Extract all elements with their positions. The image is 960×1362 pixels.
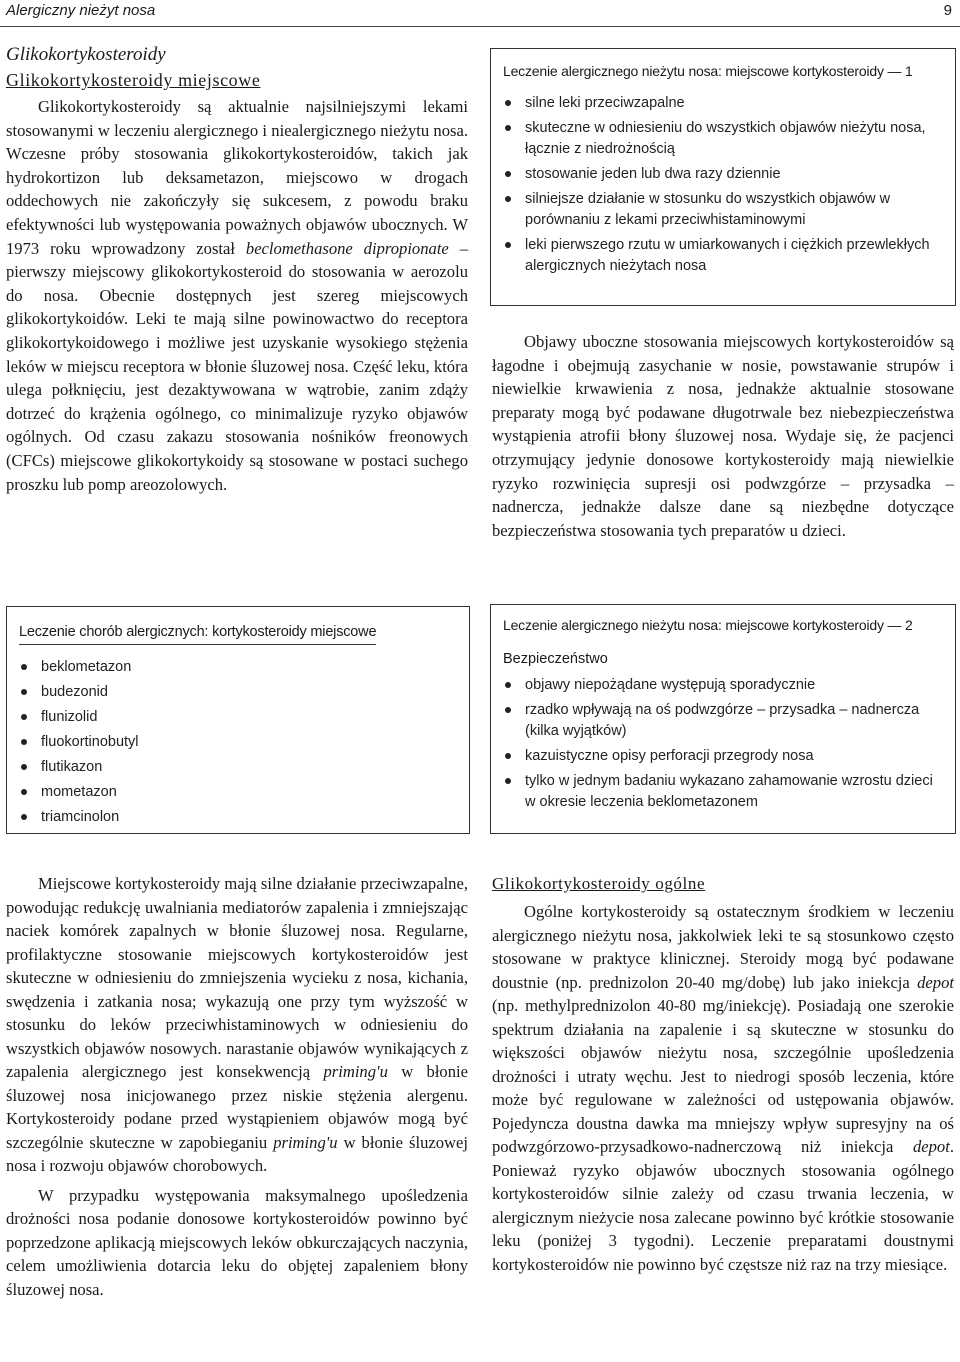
list-item: flutikazon (19, 757, 455, 778)
bullet-icon (505, 778, 511, 784)
box-subheading: Bezpieczeństwo (503, 651, 608, 667)
box-title: Leczenie alergicznego nieżytu nosa: miejscowe kortykosteroidy — 2 (503, 617, 913, 633)
section-heading: Glikokortykosteroidy (6, 44, 166, 65)
paragraph: W przypadku występowania maksymalnego upośledzenia drożności nosa podanie donosowe kortykosteroidów powinno być poprzedzone aplikacją miejscowych leków obkurczających naczynia, celem umożliwienia dotarcia leku do objętej zapaleniem błony śluzowej nosa. (6, 1185, 468, 1299)
bullet-icon (505, 753, 511, 759)
term-depot: depot (912, 1137, 950, 1156)
bullet-icon (21, 764, 27, 770)
summary-box-2 (6, 606, 470, 834)
box-title: Leczenie chorób alergicznych: kortykosteroidy miejscowe (19, 624, 376, 645)
list-item: silniejsze działanie w stosunku do wszystkich objawów w porównaniu z lekami przeciwhistaminowymi (503, 189, 941, 231)
bullet-icon (505, 707, 511, 713)
running-title: Alergiczny nieżyt nosa (6, 2, 156, 19)
right-bottom-column (492, 874, 954, 1276)
list-item: skuteczne w odniesieniu do wszystkich objawów nieżytu nosa, łącznie z niedrożnością (503, 118, 941, 160)
box-list (19, 657, 455, 828)
right-mid-column (492, 330, 954, 542)
term-depot: depot (917, 972, 954, 992)
bullet-icon (505, 125, 511, 131)
list-item: triamcinolon (19, 807, 455, 828)
bullet-icon (505, 171, 511, 177)
list-item: tylko w jednym badaniu wykazano zahamowanie wzrostu dzieci w okresie leczenia beklometazonem (503, 771, 941, 813)
term-priming: priming'u (273, 1132, 338, 1152)
list-item: leki pierwszego rzutu w umiarkowanych i ciężkich przewlekłych alergicznych nieżytach nosa (503, 235, 941, 277)
list-item: budezonid (19, 682, 455, 703)
box-title: Leczenie alergicznego nieżytu nosa: miejscowe kortykosteroidy — 1 (503, 63, 913, 79)
section-subheading: Glikokortykosteroidy miejscowe (6, 70, 261, 90)
paragraph: Objawy uboczne stosowania miejscowych kortykosteroidów są łagodne i obejmują zasychanie w nosie, powstawanie strupów i niewielkie krwawienia z nosa, jednakże aktualnie stosowane preparaty mogą być podawane długotrwale bez niebezpieczeństwa wystąpienia atrofii błony śluzowej nosa. Wydaje się, że pacjenci otrzymujący jedynie donosowe kortykosteroidy mają niewielkie ryzyko rozwinięcia supresji osi podwzgórze – przysadka – nadnercza, jednakże dalsze dane są niezbędne dotyczące bezpieczeństwa stosowania tych preparatów u dzieci. (492, 332, 954, 540)
bullet-icon (505, 196, 511, 202)
term-priming: priming'u (323, 1062, 388, 1081)
bullet-icon (505, 682, 511, 688)
list-item: flunizolid (19, 707, 455, 728)
list-item: mometazon (19, 782, 455, 803)
bullet-icon (21, 689, 27, 695)
bullet-icon (21, 789, 27, 795)
list-item: objawy niepożądane występują sporadycznie (503, 675, 941, 696)
box-list (503, 675, 941, 813)
bullet-icon (505, 242, 511, 248)
left-top-column (6, 44, 468, 496)
summary-box-3 (490, 604, 956, 834)
paragraph: Glikokortykosteroidy są aktualnie najsilniejszymi lekami stosowanymi w leczeniu alergicznego i niealergicznego nieżytu nosa. Wczesne próby stosowania glikokortykosteroidów, takich jak hydrokortizon lub deksametazon, miejscowo w drogach oddechowych nie zakończyły się sukcesem, z powodu braku efektywności lub występowania poważnych objawów ubocznych. W 1973 roku wprowadzony został beclomethasone dipropionate – pierwszy miejscowy glikokortykosteroid do stosowania w aerozolu do nosa. Obecnie dostępnych jest szereg miejscowych glikokortykoidów. Leki te mają silne powinowactwo do receptora glikokortykoidowego i możliwe jest uzyskanie wysokiego stężenia leków w miejscu receptora w błonie śluzowej nosa. Część leku, która ulega połknięciu, jest dezaktywowana w wątrobie, zanim zdąży dotrzeć do krążenia ogólnego, co minimalizuje ryzyko objawów ogólnych. Od czasu zakazu stosowania nośników freonowych (CFCs) miejscowe glikokortykoidy są stosowane w postaci suchego proszku lub pomp areozolowych. (6, 97, 468, 494)
bullet-icon (21, 714, 27, 720)
paragraph: Miejscowe kortykosteroidy mają silne działanie przeciwzapalne, powodując redukcję uwalniania mediatorów zapalenia i zmniejszając naciek komórek zapalnych w błonie śluzowej nosa. Regularne, profilaktyczne stosowanie miejscowych kortykosteroidów jest skuteczne w odniesieniu do zmniejszenia wycieku z nosa, kichania, swędzenia i zatkania nosa; wykazują one przy tym wyższość w stosunku do leków przeciwhistaminowych w odniesieniu do wszystkich objawów nosowych. narastanie objawów wynikających z zapalenia alergicznego jest konsekwencją priming'u w błonie śluzowej nosa inicjowanego przez niskie stężenia alergenu. Kortykosteroidy podane przed wystąpieniem objawów mogą być szczególnie skuteczne w zapobieganiu priming'u w błonie śluzowej nosa i rozwoju objawów chorobowych. (6, 874, 468, 1175)
list-item: kazuistyczne opisy perforacji przegrody nosa (503, 746, 941, 767)
list-item: beklometazon (19, 657, 455, 678)
drug-name: beclomethasone dipropionate (245, 238, 449, 258)
box-list (503, 93, 941, 277)
section-subheading: Glikokortykosteroidy ogólne (492, 874, 706, 893)
paragraph: Ogólne kortykosteroidy są ostatecznym środkiem w leczeniu alergicznego nieżytu nosa, jakkolwiek leki te są stosunkowo często stosowane w praktyce klinicznej. Steroidy mogą być podawane doustnie (np. prednizolon 20-40 mg/dobę) lub jako iniekcja depot (np. methylprednizolon 40-80 mg/iniekcję). Posiadają one szerokie spektrum działania na zapalenie i są skuteczne w stosunku do większości objawów nieżytu nosa, szczególnie upośledzenia drożności i utraty węchu. Jest to niedrogi sposób leczenia, które może być regulowane w zależności od ustępowania objawów. Pojedyncza doustna dawka ma mniejszy wpływ supresyjny na oś podwzgórzowo-przysadkowo-nadnerczową niż iniekcja depot. Ponieważ ryzyko objawów ubocznych stosowania ogólnego kortykosteroidów silnie zależy od czasu trwania leczenia, w alergicznym nieżycie nosa zalecane powinno być krótkie stosowanie leku (poniżej 3 tygodni). Leczenie preparatami doustnymi kortykosteroidów nie powinno być częstsze niż raz na trzy miesiące. (492, 902, 954, 1274)
list-item: silne leki przeciwzapalne (503, 93, 941, 114)
bullet-icon (21, 664, 27, 670)
running-header (0, 0, 960, 27)
list-item: fluokortinobutyl (19, 732, 455, 753)
summary-box-1 (490, 48, 956, 306)
bullet-icon (505, 100, 511, 106)
list-item: rzadko wpływają na oś podwzgórze – przysadka – nadnercza (kilka wyjątków) (503, 700, 941, 742)
left-bottom-column (6, 872, 468, 1301)
page-number: 9 (943, 2, 952, 19)
bullet-icon (21, 814, 27, 820)
list-item: stosowanie jeden lub dwa razy dziennie (503, 164, 941, 185)
bullet-icon (21, 739, 27, 745)
